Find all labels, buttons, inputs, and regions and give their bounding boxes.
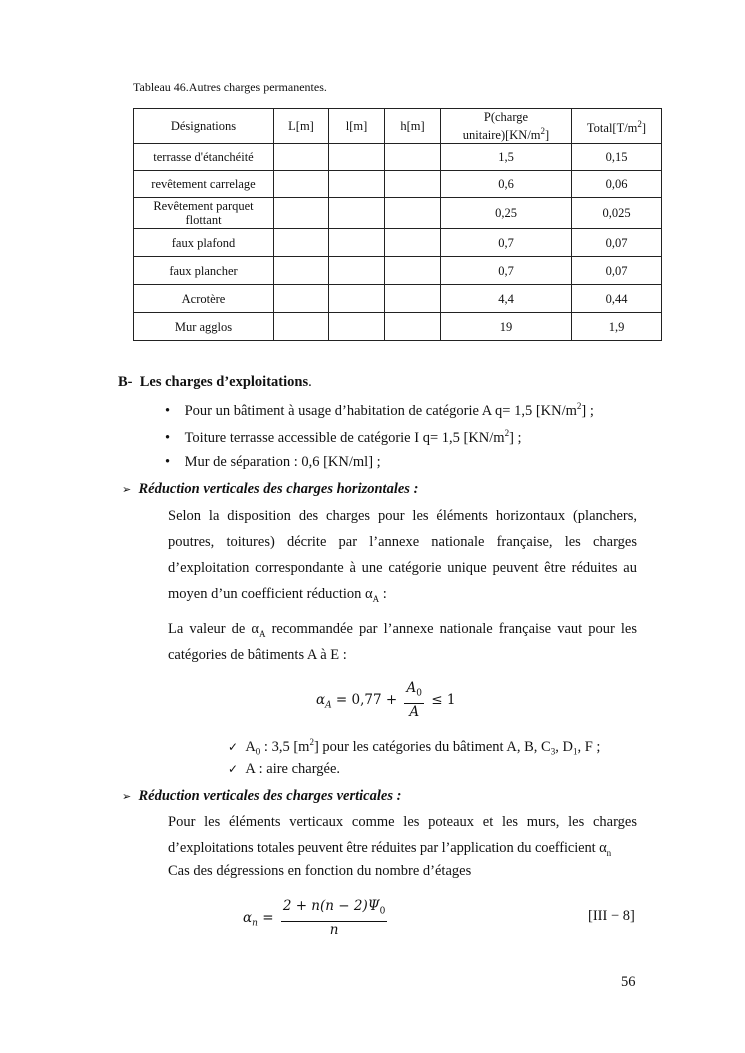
cell-p: 0,7 bbox=[441, 257, 572, 285]
header-total-sup: 2 bbox=[637, 118, 642, 129]
cell-total: 0,07 bbox=[572, 229, 662, 257]
bullet-icon: • bbox=[165, 454, 171, 470]
header-total bbox=[572, 109, 662, 144]
bullet-text: Pour un bâtiment à usage d’habitation de catégorie A q= 1,5 [KN/m bbox=[184, 402, 577, 419]
checkmark-icon: ✓ bbox=[228, 739, 239, 754]
formula-lhs-sub: A bbox=[325, 700, 332, 711]
cell-p: 0,7 bbox=[441, 229, 572, 257]
paragraph-line: d’exploitation correspondante à une catégorie unique peuvent être réduites au bbox=[168, 560, 637, 576]
formula-lhs: α bbox=[316, 691, 326, 708]
bullet-end: ] ; bbox=[581, 402, 594, 419]
section-b-heading bbox=[118, 374, 312, 391]
line-text: La valeur de α bbox=[168, 621, 260, 637]
line-end: : bbox=[379, 586, 387, 602]
cell-total: 0,025 bbox=[572, 198, 662, 229]
paragraph-line: Selon la disposition des charges pour les éléments horizontaux (planchers, bbox=[168, 508, 637, 524]
bullet-text: Mur de séparation : 0,6 [KN/ml] ; bbox=[184, 454, 381, 470]
cell-p: 0,25 bbox=[441, 198, 572, 229]
section-title: Les charges d’exploitations bbox=[139, 374, 309, 390]
cell-total: 0,44 bbox=[572, 285, 662, 313]
paragraph-line: Cas des dégressions en fonction du nombre d’étages bbox=[168, 863, 472, 879]
cell-p: 19 bbox=[441, 313, 572, 341]
cell-designation: revêtement carrelage bbox=[134, 171, 274, 198]
equation-reference: [III − 8] bbox=[588, 908, 635, 924]
header-h: h[m] bbox=[385, 109, 441, 144]
header-total-end: ] bbox=[641, 121, 647, 136]
formula-num-sub: 0 bbox=[416, 688, 422, 699]
header-p-sup: 2 bbox=[540, 125, 546, 136]
formula-num-sub: 0 bbox=[379, 906, 386, 917]
bullet-item bbox=[165, 454, 381, 471]
table-row bbox=[134, 313, 662, 341]
subheading-vertical bbox=[122, 788, 401, 805]
line-sub: A bbox=[372, 593, 380, 604]
line-text: recommandée par l’annexe nationale française vaut pour les bbox=[265, 621, 637, 637]
cell-designation: faux plancher bbox=[134, 257, 274, 285]
subheading-text: Réduction verticales des charges verticales : bbox=[138, 788, 402, 804]
section-title-end: . bbox=[308, 374, 312, 390]
header-l: l[m] bbox=[329, 109, 385, 144]
cell-total: 0,15 bbox=[572, 144, 662, 171]
header-total-text: Total[T/m bbox=[586, 121, 638, 136]
check-text: A bbox=[245, 738, 256, 755]
formula-rhs: ≤ 1 bbox=[426, 691, 456, 708]
line-sub: A bbox=[259, 628, 266, 639]
formula-lhs: α bbox=[243, 909, 253, 926]
paragraph-line bbox=[168, 586, 387, 604]
table-row bbox=[134, 285, 662, 313]
header-p-end: ] bbox=[545, 128, 550, 143]
bullet-item bbox=[165, 401, 594, 420]
table-row bbox=[134, 198, 662, 229]
cell-designation: terrasse d'étanchéité bbox=[134, 144, 274, 171]
check-item bbox=[228, 737, 600, 757]
table-row bbox=[134, 229, 662, 257]
section-label: B- bbox=[118, 374, 133, 390]
paragraph-line: Pour les éléments verticaux comme les poteaux et les murs, les charges bbox=[168, 814, 637, 830]
cell-total: 0,06 bbox=[572, 171, 662, 198]
formula-den: n bbox=[329, 921, 339, 938]
cell-total: 0,07 bbox=[572, 257, 662, 285]
check-sub: 0 bbox=[255, 746, 261, 757]
cell-total: 1,9 bbox=[572, 313, 662, 341]
paragraph-line bbox=[168, 621, 637, 639]
formula-fraction bbox=[281, 898, 387, 939]
arrow-bullet-icon: ➢ bbox=[122, 791, 132, 803]
paragraph-line: catégories de bâtiments A à E : bbox=[168, 647, 347, 663]
check-item bbox=[228, 761, 340, 778]
formula-alpha-n bbox=[243, 898, 390, 939]
cell-p: 1,5 bbox=[441, 144, 572, 171]
bullet-icon: • bbox=[165, 429, 171, 446]
table-row bbox=[134, 171, 662, 198]
check-sup: 2 bbox=[309, 737, 314, 747]
table-caption: Tableau 46.Autres charges permanentes. bbox=[133, 80, 327, 94]
formula-lhs-sub: n bbox=[252, 918, 258, 929]
bullet-item bbox=[165, 428, 522, 447]
checkmark-icon: ✓ bbox=[228, 762, 239, 776]
cell-designation: faux plafond bbox=[134, 229, 274, 257]
arrow-bullet-icon: ➢ bbox=[122, 484, 132, 496]
cell-designation: Mur agglos bbox=[134, 313, 274, 341]
check-text: : 3,5 [m bbox=[260, 738, 310, 755]
subheading-horizontal bbox=[122, 481, 418, 498]
table-header-row bbox=[134, 109, 662, 144]
formula-fraction bbox=[404, 680, 423, 721]
formula-num: 2 + n(n − 2)Ψ bbox=[282, 898, 380, 914]
header-p-line1: P(charge bbox=[483, 109, 529, 124]
line-text: moyen d’un coefficient réduction α bbox=[168, 586, 373, 602]
paragraph-line: poutres, toitures) décrite par l’annexe nationale française, les charges bbox=[168, 534, 637, 550]
header-p bbox=[441, 109, 572, 144]
check-text: , F ; bbox=[577, 738, 601, 755]
check-text: A : aire chargée. bbox=[245, 761, 341, 777]
check-text: , D bbox=[555, 738, 573, 755]
subheading-text: Réduction verticales des charges horizontales : bbox=[138, 481, 419, 497]
line-sub: n bbox=[606, 847, 612, 858]
formula-alpha-a bbox=[316, 680, 455, 721]
formula-den: A bbox=[409, 703, 420, 720]
line-text: d’exploitations totales peuvent être réduites par l’application du coefficient α bbox=[168, 840, 607, 856]
formula-num: A bbox=[406, 680, 417, 696]
charges-table bbox=[133, 108, 662, 341]
check-text: ] pour les catégories du bâtiment A, B, C bbox=[313, 738, 551, 755]
bullet-text: Toiture terrasse accessible de catégorie I q= 1,5 [KN/m bbox=[184, 429, 505, 446]
formula-eq: = 0,77 + bbox=[331, 691, 402, 708]
check-sub: 1 bbox=[572, 746, 578, 757]
header-designation: Désignations bbox=[134, 109, 274, 144]
page-number: 56 bbox=[621, 974, 636, 990]
header-L: L[m] bbox=[274, 109, 329, 144]
paragraph-line bbox=[168, 840, 611, 858]
formula-eq: = bbox=[257, 909, 278, 926]
header-p-line2: unitaire)[KN/m bbox=[462, 128, 541, 143]
bullet-sup: 2 bbox=[504, 428, 510, 438]
check-sub: 3 bbox=[550, 746, 556, 757]
table-row bbox=[134, 257, 662, 285]
bullet-icon: • bbox=[165, 402, 171, 419]
table-row bbox=[134, 144, 662, 171]
bullet-sup: 2 bbox=[576, 401, 582, 411]
bullet-end: ] ; bbox=[509, 429, 522, 446]
cell-designation: Revêtement parquet flottant bbox=[134, 198, 274, 229]
cell-designation: Acrotère bbox=[134, 285, 274, 313]
cell-p: 4,4 bbox=[441, 285, 572, 313]
cell-p: 0,6 bbox=[441, 171, 572, 198]
